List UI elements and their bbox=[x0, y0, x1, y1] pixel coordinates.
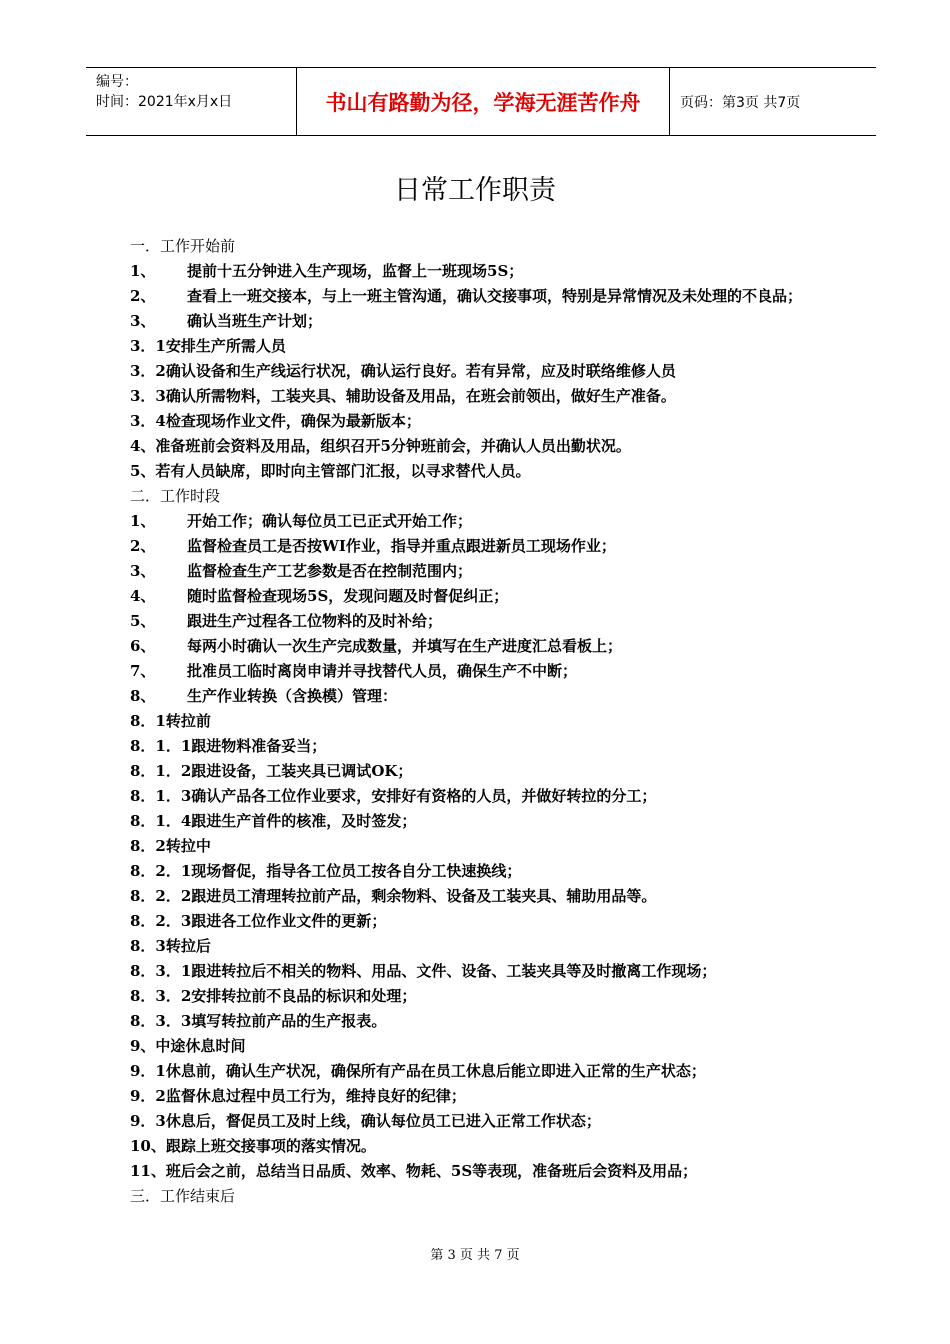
item-text: 3．1安排生产所需人员 bbox=[130, 337, 286, 355]
item-text: 三．工作结束后 bbox=[130, 1187, 236, 1205]
item-text: 3．4检查现场作业文件，确保为最新版本； bbox=[130, 412, 421, 430]
item-number: 7、 bbox=[130, 662, 156, 680]
list-item bbox=[130, 734, 850, 759]
item-text: 8．3．1跟进转拉后不相关的物料、用品、文件、设备、工装夹具等及时撤离工作现场； bbox=[130, 962, 717, 980]
page-label: 页码：第3页 共7页 bbox=[670, 68, 877, 136]
item-text: 4、准备班前会资料及用品，组织召开5分钟班前会，并确认人员出勤状况。 bbox=[130, 437, 631, 455]
list-item bbox=[130, 709, 850, 734]
item-text: 8．3．2安排转拉前不良品的标识和处理； bbox=[130, 987, 417, 1005]
item-text: 每两小时确认一次生产完成数量，并填写在生产进度汇总看板上； bbox=[187, 637, 623, 655]
list-item bbox=[130, 1159, 850, 1184]
item-number: 3、 bbox=[130, 562, 156, 580]
item-text: 8．1．4跟进生产首件的核准，及时签发； bbox=[130, 812, 417, 830]
item-text: 查看上一班交接本，与上一班主管沟通，确认交接事项，特别是异常情况及未处理的不良品； bbox=[187, 287, 803, 305]
item-text: 8．1转拉前 bbox=[130, 712, 211, 730]
item-text: 8．2．3跟进各工位作业文件的更新； bbox=[130, 912, 387, 930]
list-item bbox=[130, 1009, 850, 1034]
list-item bbox=[130, 834, 850, 859]
item-text: 5、若有人员缺席，即时向主管部门汇报，以寻求替代人员。 bbox=[130, 462, 531, 480]
list-item bbox=[130, 284, 850, 309]
list-item bbox=[130, 759, 850, 784]
list-item bbox=[130, 1134, 850, 1159]
list-item bbox=[130, 1034, 850, 1059]
item-text: 8．2．1现场督促，指导各工位员工按各自分工快速换线； bbox=[130, 862, 522, 880]
item-text: 11、班后会之前，总结当日品质、效率、物耗、5S等表现，准备班后会资料及用品； bbox=[130, 1162, 698, 1180]
motto: 书山有路勤为径，学海无涯苦作舟 bbox=[297, 68, 670, 136]
list-item bbox=[130, 1084, 850, 1109]
item-text: 监督检查员工是否按WI作业，指导并重点跟进新员工现场作业； bbox=[187, 537, 616, 555]
item-text: 9．1休息前，确认生产状况，确保所有产品在员工休息后能立即进入正常的生产状态； bbox=[130, 1062, 706, 1080]
item-text: 二．工作时段 bbox=[130, 487, 221, 505]
time-label: 时间：2021年x月x日 bbox=[96, 94, 233, 110]
list-item bbox=[130, 684, 850, 709]
list-item bbox=[130, 634, 850, 659]
list-item bbox=[130, 809, 850, 834]
item-number: 8、 bbox=[130, 687, 156, 705]
item-text: 确认当班生产计划； bbox=[187, 312, 323, 330]
item-text: 8．3转拉后 bbox=[130, 937, 211, 955]
header-left-cell bbox=[86, 68, 297, 136]
page-title: 日常工作职责 bbox=[394, 175, 556, 206]
list-item bbox=[130, 359, 850, 384]
item-text: 9、中途休息时间 bbox=[130, 1037, 246, 1055]
number-label: 编号： bbox=[96, 74, 138, 90]
item-text: 生产作业转换（含换模）管理： bbox=[187, 687, 398, 705]
list-item bbox=[130, 259, 850, 284]
item-text: 随时监督检查现场5S，发现问题及时督促纠正； bbox=[187, 587, 509, 605]
item-text: 9．2监督休息过程中员工行为，维持良好的纪律； bbox=[130, 1087, 466, 1105]
item-number: 2、 bbox=[130, 537, 156, 555]
item-number: 1、 bbox=[130, 262, 156, 280]
list-item bbox=[130, 509, 850, 534]
list-item bbox=[130, 659, 850, 684]
item-text: 监督检查生产工艺参数是否在控制范围内； bbox=[187, 562, 473, 580]
item-number: 1、 bbox=[130, 512, 156, 530]
list-item bbox=[130, 984, 850, 1009]
list-item bbox=[130, 884, 850, 909]
list-item bbox=[130, 309, 850, 334]
list-item bbox=[130, 484, 850, 509]
item-text: 8．3．3填写转拉前产品的生产报表。 bbox=[130, 1012, 387, 1030]
list-item bbox=[130, 584, 850, 609]
item-number: 6、 bbox=[130, 637, 156, 655]
item-number: 2、 bbox=[130, 287, 156, 305]
item-text: 8．1．1跟进物料准备妥当； bbox=[130, 737, 327, 755]
duty-list bbox=[130, 234, 850, 1209]
list-item bbox=[130, 434, 850, 459]
list-item bbox=[130, 334, 850, 359]
list-item bbox=[130, 1184, 850, 1209]
list-item bbox=[130, 909, 850, 934]
list-item bbox=[130, 1059, 850, 1084]
item-number: 4、 bbox=[130, 587, 156, 605]
item-text: 一．工作开始前 bbox=[130, 237, 236, 255]
header-table bbox=[86, 67, 876, 136]
page-footer: 第 3 页 共 7 页 bbox=[430, 1248, 520, 1263]
item-text: 8．2转拉中 bbox=[130, 837, 211, 855]
list-item bbox=[130, 459, 850, 484]
list-item bbox=[130, 234, 850, 259]
list-item bbox=[130, 384, 850, 409]
list-item bbox=[130, 409, 850, 434]
list-item bbox=[130, 1109, 850, 1134]
item-text: 提前十五分钟进入生产现场，监督上一班现场5S； bbox=[187, 262, 524, 280]
list-item bbox=[130, 859, 850, 884]
list-item bbox=[130, 609, 850, 634]
item-text: 8．2．2跟进员工清理转拉前产品，剩余物料、设备及工装夹具、辅助用品等。 bbox=[130, 887, 657, 905]
item-text: 3．3确认所需物料，工装夹具、辅助设备及用品，在班会前领出，做好生产准备。 bbox=[130, 387, 676, 405]
item-number: 3、 bbox=[130, 312, 156, 330]
item-text: 开始工作；确认每位员工已正式开始工作； bbox=[187, 512, 473, 530]
item-number: 5、 bbox=[130, 612, 156, 630]
item-text: 3．2确认设备和生产线运行状况，确认运行良好。若有异常，应及时联络维修人员 bbox=[130, 362, 676, 380]
item-text: 跟进生产过程各工位物料的及时补给； bbox=[187, 612, 443, 630]
item-text: 9．3休息后，督促员工及时上线，确认每位员工已进入正常工作状态； bbox=[130, 1112, 601, 1130]
item-text: 10、跟踪上班交接事项的落实情况。 bbox=[130, 1137, 376, 1155]
list-item bbox=[130, 559, 850, 584]
list-item bbox=[130, 784, 850, 809]
item-text: 8．1．2跟进设备，工装夹具已调试OK； bbox=[130, 762, 413, 780]
list-item bbox=[130, 959, 850, 984]
item-text: 8．1．3确认产品各工位作业要求，安排好有资格的人员，并做好转拉的分工； bbox=[130, 787, 657, 805]
list-item bbox=[130, 934, 850, 959]
list-item bbox=[130, 534, 850, 559]
item-text: 批准员工临时离岗申请并寻找替代人员，确保生产不中断； bbox=[187, 662, 578, 680]
